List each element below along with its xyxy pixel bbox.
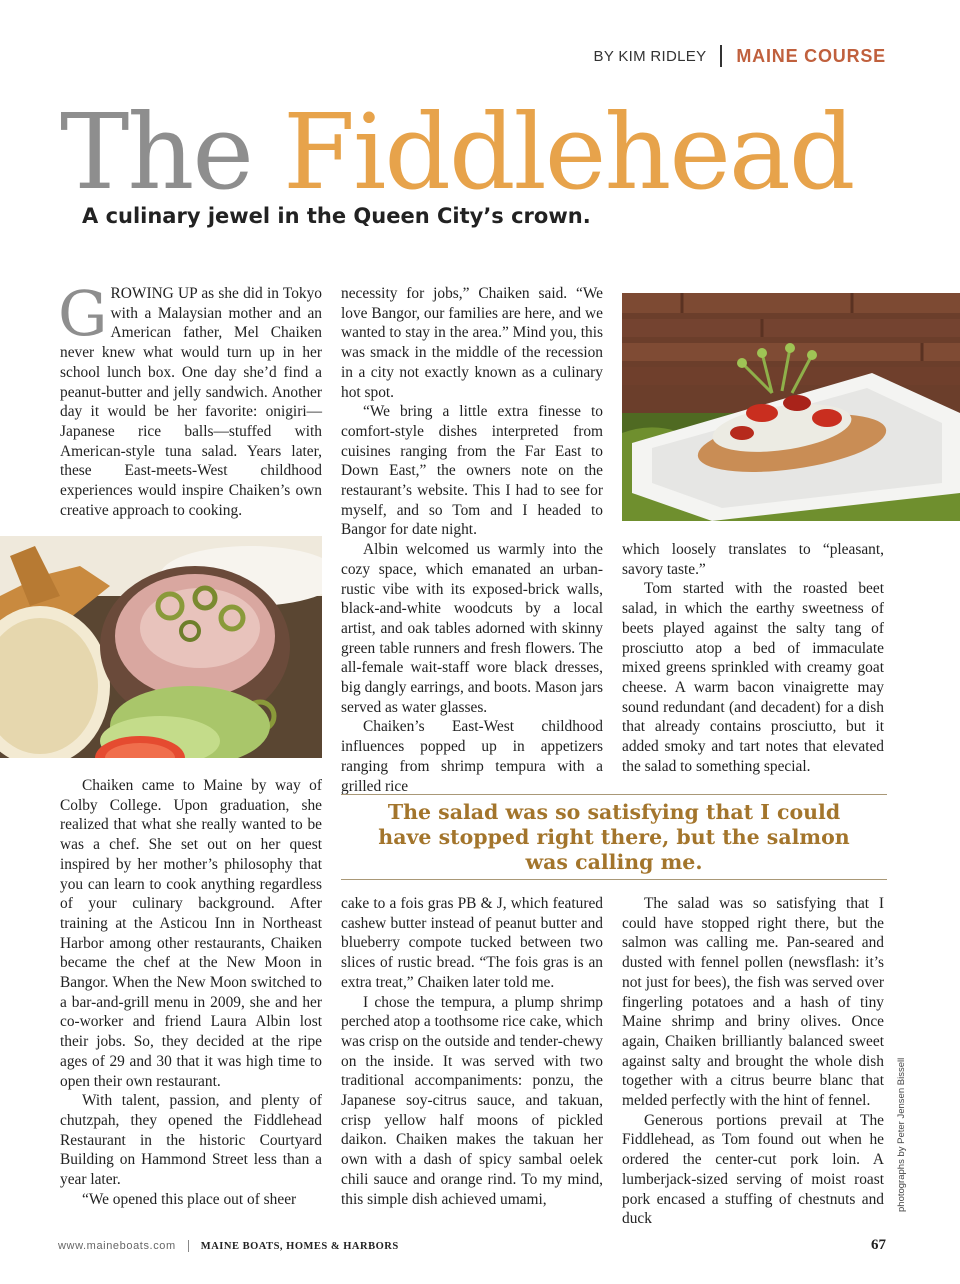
photo-credit: photographs by Peter Jensen Bissell	[896, 1057, 907, 1212]
paragraph: Chaiken’s East-West childhood influences popped up in appetizers ranging from shrimp tempura with a grilled rice	[341, 718, 603, 795]
title-word-the: The	[60, 91, 252, 213]
pull-quote	[341, 794, 887, 880]
paragraph: Chaiken came to Maine by way of Colby College. Upon graduation, she realized that what she really wanted to be was a chef. She set out on her quest inspired by her mother’s philosophy that you can learn to cook anything regardless of your culinary background. After training at the Asticou Inn in Northeast Harbor among other restaurants, Chaiken became the chef at the New Moon in Bangor. When the New Moon switched to a bar-and-grill menu in 2009, she and her co-worker and friend Laura Albin lost their jobs. So, they decided at the ripe ages of 29 and 30 that it was high time to open their own restaurant.	[60, 777, 322, 1090]
column-2-bottom	[341, 894, 603, 1209]
paragraph: necessity for jobs,” Chaiken said. “We love Bangor, our families are here, and we wanted to stay in the area.” Mind you, this was smack in the middle of the recession in a city not exactly known as a culinary hot spot.	[341, 285, 603, 401]
drop-cap: G	[58, 277, 108, 350]
plate-illustration	[622, 293, 960, 521]
publication-name: MAINE BOATS, HOMES & HARBORS	[200, 1240, 399, 1252]
paragraph: With talent, passion, and plenty of chutzpah, they opened the Fiddlehead Restaurant in the historic Courtyard Building on Hammond Street less than a year later.	[60, 1092, 322, 1189]
paragraph: Generous portions prevail at The Fiddlehead, as Tom found out when he ordered the center-cut pork loin. A lumberjack-sized serving of moist roast pork encased a stuffing of chestnuts and duck	[622, 1111, 884, 1228]
byline	[594, 44, 886, 68]
pull-quote-text: The salad was so satisfying that I could have stopped right there, but the salmon was calling me.	[378, 799, 850, 874]
column-3-bottom	[622, 894, 884, 1229]
column-3-top	[622, 540, 884, 776]
paragraph: The salad was so satisfying that I could have stopped right there, but the salmon was calling me. Pan-seared and dusted with fennel pollen (newsflash: it’s not just for bees), the fish was served over fingerling potatoes and a hash of tiny Maine shrimp and briny olives. Once again, Chaiken brilliantly balanced sweet against salty and brought the whole dish together with a citrus beurre blanc that melded perfectly with the hint of fennel.	[622, 895, 884, 1110]
plate-photo	[622, 293, 960, 521]
paragraph: cake to a fois gras PB & J, which featured cashew butter instead of peanut butter and blueberry compote tucked between two slices of rustic bread. “The fois gras is an extra treat,” Chaiken later told me.	[341, 895, 603, 991]
burger-illustration	[0, 536, 322, 758]
paragraph: “We bring a little extra finesse to comfort-style dishes interpreted from cuisines ranging from the Far East to Down East,” the owners note on the restaurant’s website. This I had to see for myself, and so Tom and I headed to Bangor for date night.	[341, 403, 603, 539]
column-1-bottom	[60, 776, 322, 1209]
author-name: BY KIM RIDLEY	[593, 47, 707, 65]
footer-url[interactable]: www.maineboats.com	[58, 1240, 176, 1252]
page-number: 67	[871, 1237, 886, 1253]
article-title	[60, 92, 853, 212]
page-footer	[58, 1240, 399, 1252]
paragraph: I chose the tempura, a plump shrimp perched atop a toothsome rice cake, which was crisp on the outside and tender-chewy on the inside. It was served with two traditional accompaniments: ponzu, the Japanese soy-citrus sauce, and takuan, crisp yellow half moons of pickled daikon. Chaiken makes the takuan her own with a dash of spicy sambal oelek chili sauce and orange rind. To my mind, this simple dish achieved umami,	[341, 993, 603, 1208]
paragraph-text: ROWING UP as she did in Tokyo with a Malaysian mother and an American father, Mel Chaiken never knew what would turn up in her school lunch box. One day she’d find a peanut-butter and jelly sandwich. Another day it would be her favorite: onigiri—Japanese rice balls—stuffed with American-style tuna salad. Years later, these East-meets-West childhood experiences would inspire Chaiken’s own creative approach to cooking.	[60, 285, 322, 519]
footer-divider	[188, 1240, 189, 1252]
section-name: MAINE COURSE	[736, 45, 886, 66]
column-1-top	[58, 277, 322, 520]
byline-divider	[720, 45, 722, 67]
title-word-fiddlehead: Fiddlehead	[282, 91, 854, 213]
paragraph: “We opened this place out of sheer	[82, 1190, 297, 1208]
paragraph	[58, 277, 322, 520]
column-2-top	[341, 284, 603, 796]
paragraph: Tom started with the roasted beet salad, in which the earthy sweetness of beets played against the salty tang of prosciutto atop a bed of immaculate mixed greens sprinkled with creamy goat cheese. A warm bacon vinaigrette may sound redundant (and decadent) for a dish that already contains prosciutto, but it added smoky and tart notes that elevated the salad to something special.	[622, 580, 884, 775]
article-subtitle: A culinary jewel in the Queen City’s crown.	[82, 204, 591, 228]
burger-photo	[0, 536, 322, 758]
paragraph: Albin welcomed us warmly into the cozy space, which emanated an urban-rustic vibe with its exposed-brick walls, black-and-white woodcuts by a local artist, and oak tables adorned with skinny green table runners and fresh flowers. The all-female wait-staff wore black dresses, big dangly earrings, and boots. Mason jars served as water glasses.	[341, 541, 603, 716]
paragraph: which loosely translates to “pleasant, savory taste.”	[622, 541, 884, 578]
